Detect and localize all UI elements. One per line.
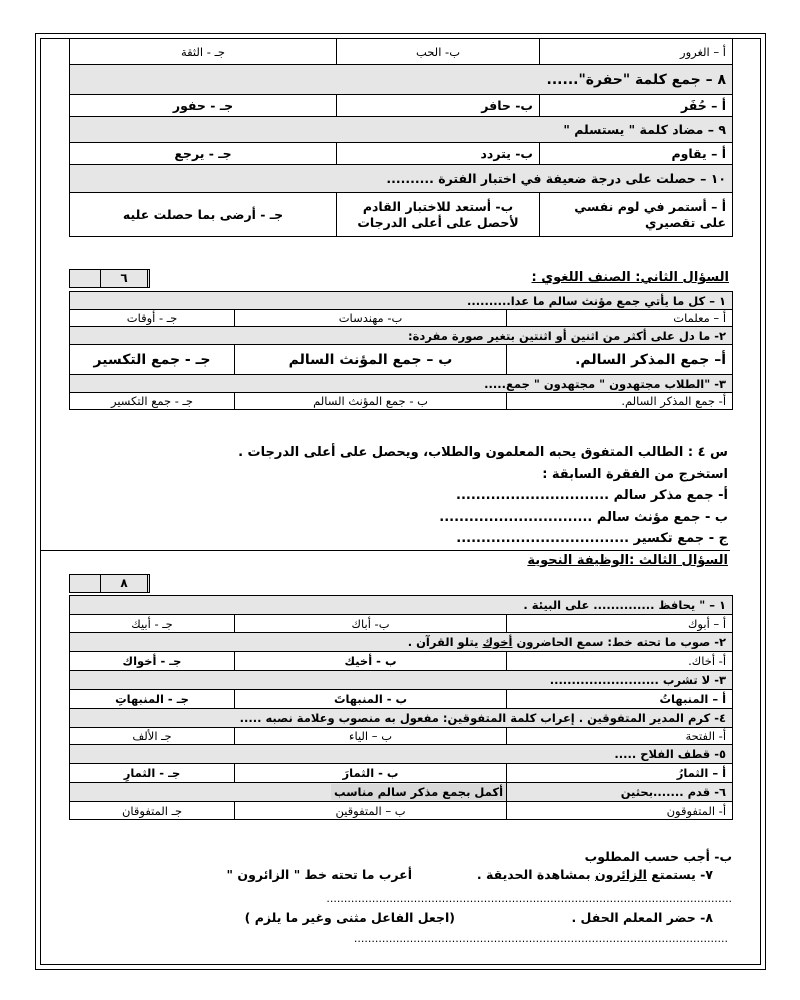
- table-row: [70, 764, 733, 783]
- q7-instruction: أعرب ما تحته خط " الزائرون ": [226, 867, 412, 882]
- question-6: ٦- قدم .......بحثين: [507, 783, 733, 802]
- question-6-hint-text: أكمل بجمع مذكر سالم مناسب: [331, 784, 506, 800]
- question-1: ١ – " يحافظ .............. على البيئة .: [70, 596, 733, 615]
- question-2: [70, 633, 733, 652]
- option-c[interactable]: جـ المتفوقان: [70, 802, 235, 820]
- table-row: [70, 165, 733, 193]
- question-2-suffix: يتلو القرآن .: [407, 635, 483, 649]
- option-c[interactable]: جـ - المنبهاتِ: [70, 690, 235, 709]
- question-2-underlined: أخوك: [482, 635, 513, 649]
- part-b-question-7: [477, 867, 713, 882]
- section4-item-b[interactable]: ب - جمع مؤنث سالم ...............................: [439, 510, 728, 525]
- table-row: [70, 393, 733, 410]
- section4-item-a[interactable]: أ- جمع مذكر سالم ...............................: [456, 488, 728, 503]
- option-c[interactable]: جـ - الثمارِ: [70, 764, 235, 783]
- q8-instruction: (اجعل الفاعل مثنى وغير ما يلزم ): [244, 910, 455, 925]
- section4-item-c[interactable]: ج - جمع تكسير ...................................: [456, 531, 728, 546]
- question3-table: [69, 595, 733, 820]
- option-c[interactable]: جـ - أبيك: [70, 615, 235, 633]
- option-b[interactable]: ب- أستعد للاختبار القادم لأحصل على أعلى الدرجات: [337, 193, 540, 237]
- table-row: [70, 652, 733, 671]
- table-row: [70, 345, 733, 375]
- option-c[interactable]: جـ - يرجع: [70, 143, 337, 165]
- section3-title: السؤال الثالث :الوظيفة النحوية: [527, 553, 728, 568]
- q7-prefix: ٧- يستمتع: [646, 867, 713, 882]
- section-divider: [40, 550, 730, 551]
- question1-table: [69, 38, 733, 237]
- option-c[interactable]: جـ - جمع التكسير: [70, 393, 235, 410]
- score-value: ٨: [100, 575, 148, 592]
- option-a[interactable]: أ – الغرور: [540, 39, 733, 65]
- table-row: [70, 143, 733, 165]
- section2-title: السؤال الثاني: الصنف اللغوي :: [531, 270, 729, 285]
- table-row: [70, 745, 733, 764]
- option-b[interactable]: ب – جمع المؤنث السالم: [235, 345, 507, 375]
- option-c[interactable]: جـ - أرضى بما حصلت عليه: [70, 193, 337, 237]
- option-a[interactable]: أ – المنبهاتُ: [507, 690, 733, 709]
- question-2: ٢- ما دل على أكثر من اثنين أو اثنتين بتغير صورة مفردة:: [70, 327, 733, 345]
- section4-line1: س ٤ : الطالب المتفوق يحبه المعلمون والطلاب، ويحصل على أعلى الدرجات .: [238, 445, 728, 460]
- question-8: ٨ – جمع كلمة "حفرة"......: [70, 65, 733, 95]
- option-a[interactable]: أ – أستمر في لوم نفسي على تقصيري: [540, 193, 733, 237]
- option-b[interactable]: ب – المتفوقين: [235, 802, 507, 820]
- table-row: [70, 327, 733, 345]
- option-a[interactable]: أ – أبوك: [507, 615, 733, 633]
- question2-table: [69, 291, 733, 410]
- option-c[interactable]: جـ - الثقة: [70, 39, 337, 65]
- table-row: [70, 292, 733, 310]
- question-6-hint: [70, 783, 507, 802]
- section4-line2: استخرج من الفقرة السابقة :: [542, 467, 728, 482]
- score-box-section2: [69, 269, 150, 288]
- option-b[interactable]: ب- يتردد: [337, 143, 540, 165]
- table-row: [70, 65, 733, 95]
- option-b[interactable]: ب- أباك: [235, 615, 507, 633]
- option-c[interactable]: جـ - حفور: [70, 95, 337, 117]
- score-value: ٦: [100, 270, 148, 287]
- option-a[interactable]: أ – الثمارُ: [507, 764, 733, 783]
- option-b[interactable]: ب - جمع المؤنث السالم: [235, 393, 507, 410]
- option-b[interactable]: ب- مهندسات: [235, 310, 507, 327]
- table-row: [70, 375, 733, 393]
- option-a[interactable]: أ – معلمات: [507, 310, 733, 327]
- option-b[interactable]: ب - الثمارَ: [235, 764, 507, 783]
- part-b-question-8: ٨- حضر المعلم الحفل .: [571, 910, 713, 925]
- table-row: [70, 728, 733, 745]
- option-a[interactable]: أ- الفتحة: [507, 728, 733, 745]
- table-row: [70, 690, 733, 709]
- option-a[interactable]: أ- جمع المذكر السالم.: [507, 393, 733, 410]
- option-a[interactable]: أ – يقاوم: [540, 143, 733, 165]
- question-1: ١ – كل ما يأتي جمع مؤنث سالم ما عدا..........: [70, 292, 733, 310]
- table-row: [70, 633, 733, 652]
- option-c[interactable]: جـ - جمع التكسير: [70, 345, 235, 375]
- part-b-title: ب- أجب حسب المطلوب: [584, 849, 732, 864]
- option-a[interactable]: أ- أخاك.: [507, 652, 733, 671]
- question-5: ٥- قطف الفلاح .....: [70, 745, 733, 764]
- table-row: [70, 310, 733, 327]
- option-b[interactable]: ب- حافر: [337, 95, 540, 117]
- option-c[interactable]: جـ - أخواك: [70, 652, 235, 671]
- table-row: [70, 39, 733, 65]
- table-row: [70, 783, 733, 802]
- answer-line-2[interactable]: ...........................................................................................................: [353, 932, 728, 945]
- table-row: [70, 596, 733, 615]
- option-c[interactable]: جـ الألف: [70, 728, 235, 745]
- question-10: ١٠ – حصلت على درجة ضعيفة في اختبار الفترة ..........: [70, 165, 733, 193]
- question-4: ٤- كرم المدير المتفوقين . إعراب كلمة المتفوقين: مفعول به منصوب وعلامة نصبه .....: [70, 709, 733, 728]
- table-row: [70, 117, 733, 143]
- question-2-prefix: ٢- صوب ما تحته خط: سمع الحاضرون: [512, 635, 727, 649]
- question-3: ٣- لا تشرب .........................: [70, 671, 733, 690]
- q7-suffix: بمشاهدة الحديقة .: [476, 867, 595, 882]
- option-b[interactable]: ب – الياء: [235, 728, 507, 745]
- table-row: [70, 193, 733, 237]
- option-b[interactable]: ب - المنبهاتَ: [235, 690, 507, 709]
- score-box-section3: [69, 574, 150, 593]
- option-b[interactable]: ب - أخيك: [235, 652, 507, 671]
- option-c[interactable]: جـ - أوقات: [70, 310, 235, 327]
- table-row: [70, 615, 733, 633]
- option-b[interactable]: ب- الحب: [337, 39, 540, 65]
- option-a[interactable]: أ – حُفَر: [540, 95, 733, 117]
- table-row: [70, 671, 733, 690]
- question-9: ٩ – مضاد كلمة " يستسلم ": [70, 117, 733, 143]
- q7-underlined: الزائرون: [594, 867, 647, 882]
- option-a[interactable]: أ– جمع المذكر السالم.: [507, 345, 733, 375]
- table-row: [70, 709, 733, 728]
- table-row: [70, 802, 733, 820]
- question-3: ٣- "الطلاب مجتهدون " مجتهدون " جمع.....: [70, 375, 733, 393]
- answer-line-1[interactable]: ....................................................................................................................: [326, 892, 732, 905]
- table-row: [70, 95, 733, 117]
- option-a[interactable]: أ- المتفوقون: [507, 802, 733, 820]
